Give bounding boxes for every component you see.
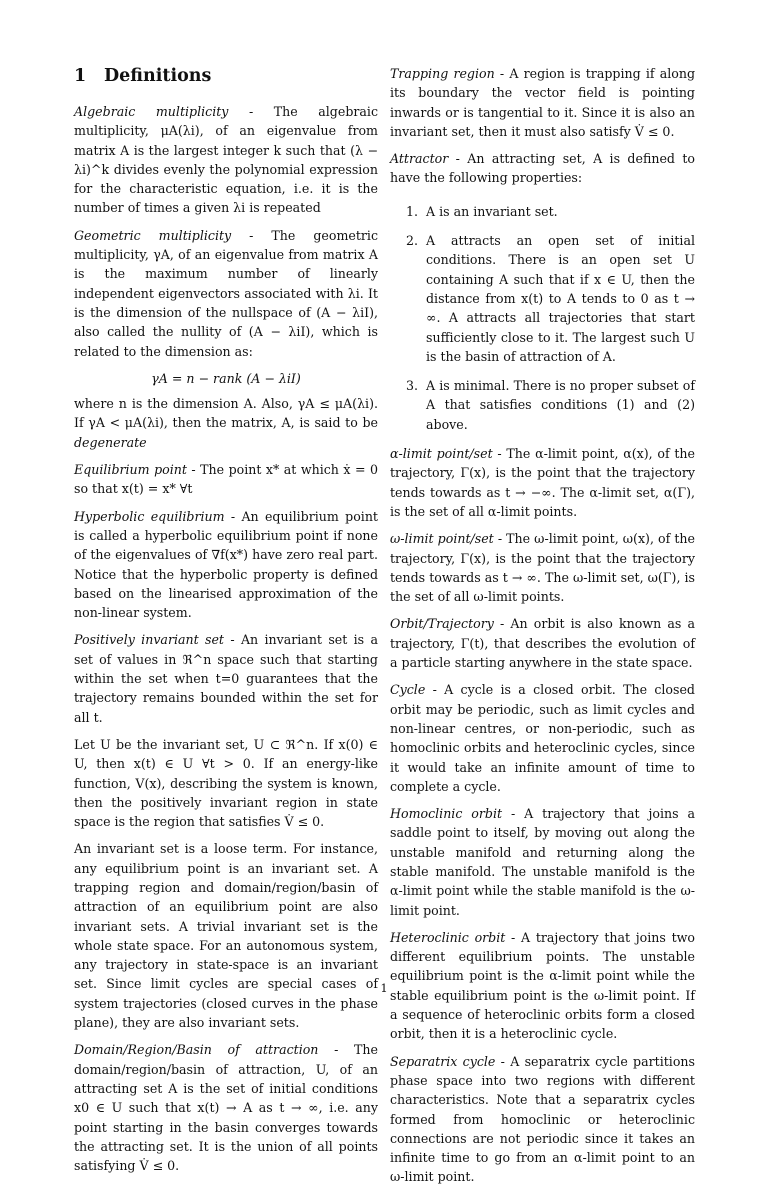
section-title: Definitions xyxy=(104,66,212,86)
definition-cycle xyxy=(390,680,695,796)
definition-text: - The point x* at which ẋ = 0 so that x(t) = x* ∀t xyxy=(74,462,378,497)
section-heading xyxy=(74,64,378,88)
definition-algebraic-multiplicity xyxy=(74,102,378,218)
paragraph-text: Let U be the invariant set, U ⊂ ℜ^n. If x(0) ∈ U, then x(t) ∈ U ∀t > 0. If an energy-like function, V(x), describing the system is known, then the positively invariant region in state space is the region that satisfies V̇ ≤ 0. xyxy=(74,736,378,830)
right-column xyxy=(390,64,695,1195)
paragraph-text: where n is the dimension A. Also, γA ≤ μA(λi). If γA < μA(λi), then the matrix, A, is said to be xyxy=(74,396,378,431)
definition-term: Geometric multiplicity xyxy=(74,227,232,243)
list-item-text: A is an invariant set. xyxy=(426,203,558,219)
definition-text: - An invariant set is a set of values in ℜ^n space such that starting within the set when t=0 guarantees that the trajectory remains bounded within the set for all t. xyxy=(74,632,378,725)
definition-text: - An orbit is also known as a trajectory, Γ(t), that describes the evolution of a particle starting anywhere in the state space. xyxy=(390,616,695,671)
paragraph-degenerate xyxy=(74,394,378,452)
definition-term: Positively invariant set xyxy=(74,632,224,648)
paragraph-text: An invariant set is a loose term. For instance, any equilibrium point is an invariant set. A trapping region and domain/region/basin of attraction of an equilibrium point are also invariant sets. A trivial invariant set is the whole state space. For an autonomous system, any trajectory in state-space is an invariant set. Since limit cycles are special cases of system trajectories (closed curves in the phase plane), they are also invariant sets. xyxy=(74,841,378,1031)
definition-separatrix-cycle xyxy=(390,1052,695,1187)
definition-text: - A region is trapping if along its boundary the vector field is pointing inwards or is tangential to it. Since it is also an invariant set, then it must also satisfy V̇ ≤ 0. xyxy=(390,66,695,139)
definition-term: Algebraic multiplicity xyxy=(74,104,229,119)
definition-alpha-limit xyxy=(390,444,695,521)
definition-text: - A cycle is a closed orbit. The closed orbit may be periodic, such as limit cycles and non-linear centres, or non-periodic, such as homoclinic orbits and heteroclinic cycles, since it would take an infinite amount of time to complete a cycle. xyxy=(390,682,695,794)
definition-omega-limit xyxy=(390,529,695,606)
definition-term: Trapping region xyxy=(390,66,495,81)
definition-text: - The algebraic multiplicity, μA(λi), of an eigenvalue from matrix A is the largest integer k such that (λ − λi)^k divides evenly the polynomial expression for the characteristic equation, i.e. it is the number of times a given λi is repeated xyxy=(74,104,378,216)
definition-trapping-region xyxy=(390,64,695,141)
definition-text: - The domain/region/basin of attraction, U, of an attracting set A is the set of initial conditions x0 ∈ U such that x(t) → A as t → ∞, i.e. any point starting in the basin converges towards the attracting set. It is the union of all points satisfying V̇ ≤ 0. xyxy=(74,1042,378,1174)
paragraph-invariant-set-u xyxy=(74,735,378,831)
paragraph-invariant-set-loose xyxy=(74,839,378,1032)
definition-text: - A trajectory that joins two different equilibrium points. The unstable equilibrium point is the α-limit point while the stable equilibrium point is the ω-limit point. If a sequence of heteroclinic orbits form a closed orbit, then it is a heteroclinic cycle. xyxy=(390,929,695,1042)
definition-text: - An attracting set, A is defined to have the following properties: xyxy=(390,151,695,186)
definition-term: Orbit/Trajectory xyxy=(390,616,494,632)
definition-homoclinic-orbit xyxy=(390,804,695,920)
definition-term: ω-limit point/set xyxy=(390,531,494,547)
list-item-text: A is minimal. There is no proper subset of A that satisfies conditions (1) and (2) above. xyxy=(426,378,695,432)
list-item xyxy=(390,376,695,434)
definition-equilibrium-point xyxy=(74,460,378,499)
definition-geometric-multiplicity xyxy=(74,226,378,361)
definition-term: α-limit point/set xyxy=(390,446,493,462)
definition-text: - A trajectory that joins a saddle point to itself, by moving out along the unstable manifold and returning along the stable manifold. The unstable manifold is the α-limit point while the stable manifold is the ω-limit point. xyxy=(390,806,695,918)
definition-hyperbolic-equilibrium xyxy=(74,507,378,623)
definition-term: Heteroclinic orbit xyxy=(390,929,506,945)
definition-orbit-trajectory xyxy=(390,614,695,672)
definition-term: Equilibrium point xyxy=(74,462,187,478)
list-item-text: A attracts an open set of initial conditions. There is an open set U containing A such that if x ∈ U, then the distance from x(t) to A tends to 0 as t → ∞. A attracts all trajectories that start sufficiently close to it. The largest such U is the basin of attraction of A. xyxy=(426,233,695,364)
page-number: 1 xyxy=(380,981,388,995)
list-marker: 1. xyxy=(406,203,419,219)
degenerate-term: degenerate xyxy=(74,434,147,450)
list-marker: 2. xyxy=(406,233,419,249)
list-item xyxy=(390,202,695,221)
definition-text: - The α-limit point, α(x), of the trajectory, Γ(x), is the point that the trajectory tends towards as t → −∞. The α-limit set, α(Γ), is the set of all α-limit points. xyxy=(390,446,695,519)
definition-term: Cycle xyxy=(390,682,426,698)
definition-term: Hyperbolic equilibrium xyxy=(74,508,225,524)
list-item xyxy=(390,231,695,366)
definition-term: Separatrix cycle xyxy=(390,1053,496,1069)
definition-term: Attractor xyxy=(390,151,449,167)
left-column xyxy=(74,64,378,1183)
definition-text: - The ω-limit point, ω(x), of the trajectory, Γ(x), is the point that the trajectory tends towards as t → ∞. The ω-limit set, ω(Γ), is the set of all ω-limit points. xyxy=(390,531,695,605)
list-marker: 3. xyxy=(406,378,419,394)
attractor-properties-list xyxy=(390,202,695,434)
section-number: 1 xyxy=(74,66,87,86)
definition-term: Homoclinic orbit xyxy=(390,806,503,822)
equation-geometric-multiplicity: γA = n − rank (A − λiI) xyxy=(151,370,301,386)
definition-text: - An equilibrium point is called a hyperbolic equilibrium point if none of the eigenvalues of ∇f(x*) have zero real part. Notice that the hyperbolic property is defined based on the linearised approximation of the non-linear system. xyxy=(74,508,378,621)
definition-positively-invariant-set xyxy=(74,630,378,726)
definition-text: - The geometric multiplicity, γA, of an eigenvalue from matrix A is the maximum number of linearly independent eigenvectors associated with λi. It is the dimension of the nullspace of (A − λiI), also called the nullity of (A − λiI), which is related to the dimension as: xyxy=(74,227,378,359)
definition-text: - A separatrix cycle partitions phase space into two regions with different characteristics. Note that a separatrix cycles formed from homoclinic or heteroclinic connections are not periodic since it takes an infinite time to go from an α-limit point to an ω-limit point. xyxy=(390,1053,695,1185)
definition-term: Domain/Region/Basin of attraction xyxy=(74,1042,319,1058)
definition-basin-of-attraction xyxy=(74,1040,378,1175)
definition-attractor xyxy=(390,149,695,188)
